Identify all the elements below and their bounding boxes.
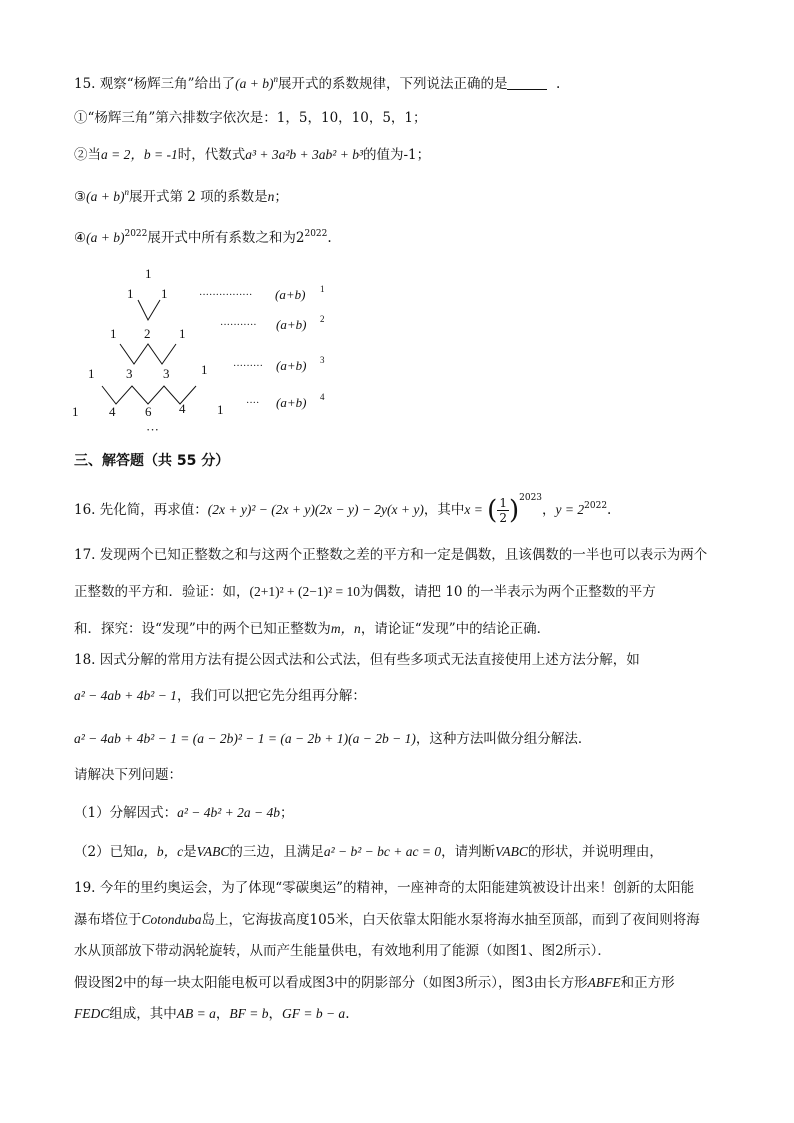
tri-r5-4: 4 <box>179 401 186 416</box>
answer-blank[interactable] <box>507 75 547 90</box>
q17-line-2: 正整数的平方和．验证：如，(2+1)² + (2−1)² = 10为偶数，请把 10 的一半表示为两个正整数的平方 <box>74 584 656 600</box>
connector-row-3 <box>120 344 176 364</box>
tri-r2-2: 1 <box>161 286 168 301</box>
q16-fraction: $\frac{1}{2}$ <box>499 496 507 525</box>
q17-line-1: 17. 发现两个已知正整数之和与这两个正整数之差的平方和一定是偶数，且该偶数的一半也可以表示为两个 <box>74 547 708 563</box>
tri-r5-1: 1 <box>72 404 79 419</box>
q19-line-2: 瀑布塔位于Cotonduba岛上，它海拔高度105米，白天依靠太阳能水泵将海水抽至顶部，而到了夜间则将海 <box>74 912 700 928</box>
tri-r1-1: 1 <box>145 266 152 281</box>
tri-dots-4: ···· <box>246 398 260 409</box>
tri-r2-1: 1 <box>127 286 134 301</box>
tri-label-4: (a+b) <box>276 395 307 410</box>
tri-r5-5: 1 <box>217 402 224 417</box>
q19-line-1: 19. 今年的里约奥运会，为了体现“零碳奥运”的精神，一座神奇的太阳能建筑被设计出来！创新的太阳能 <box>74 880 695 896</box>
q18-line-1: 18. 因式分解的常用方法有提公因式法和公式法，但有些多项式无法直接使用上述方法分解，如 <box>74 652 640 668</box>
tri-exp-3: 3 <box>320 355 325 365</box>
tri-r3-1: 1 <box>110 326 117 341</box>
tri-exp-4: 4 <box>320 392 325 402</box>
q18-part-2: （2）已知a，b，c是VABC的三边，且满足a² − b² − bc + ac = 0，请判断VABC的形状，并说明理由， <box>74 844 663 860</box>
tri-r4-4: 1 <box>201 362 208 377</box>
q19-line-4: 假设图2中的每一块太阳能电板可以看成图3中的阴影部分（如图3所示），图3由长方形ABFE和正方形 <box>74 975 675 991</box>
q18-line-3: a² − 4ab + 4b² − 1 = (a − 2b)² − 1 = (a − 2b + 1)(a − 2b − 1)，这种方法叫做分组分解法． <box>74 731 592 747</box>
q15-option-2: ②当a = 2，b = -1时，代数式a³ + 3a²b + 3ab² + b³的值为-1； <box>74 147 431 163</box>
tri-dots-1: ················ <box>199 290 253 301</box>
q18-line-2: a² − 4ab + 4b² − 1，我们可以把它先分组再分解： <box>74 688 366 704</box>
q18-number: 18. <box>74 652 96 668</box>
tri-ellipsis: ··· <box>146 422 159 437</box>
tri-label-2: (a+b) <box>276 317 307 332</box>
connector-row-2 <box>138 300 160 320</box>
q15-number: 15. <box>74 76 96 92</box>
tri-r4-1: 1 <box>88 366 95 381</box>
q15-option-3: ③(a + b)$^n$展开式第 2 项的系数是n； <box>74 187 288 205</box>
tri-dots-2: ··········· <box>220 320 257 331</box>
yanghui-triangle-diagram <box>60 262 360 442</box>
tri-r3-2: 2 <box>144 326 151 341</box>
tri-exp-2: 2 <box>320 314 325 324</box>
q18-line-4: 请解决下列问题： <box>74 767 182 783</box>
tri-label-3: (a+b) <box>276 358 307 373</box>
q17-line-3: 和．探究：设“发现”中的两个已知正整数为m，n，请论证“发现”中的结论正确． <box>74 621 551 637</box>
tri-dots-3: ········· <box>233 361 263 372</box>
tri-r4-2: 3 <box>126 366 133 381</box>
q19-line-5: FEDC组成，其中AB = a，BF = b，GF = b − a. <box>74 1006 350 1022</box>
tri-r4-3: 3 <box>163 366 170 381</box>
tri-r5-3: 6 <box>145 404 152 419</box>
q15-option-1: ①“杨辉三角”第六排数字依次是：1，5，10，10，5，1； <box>74 110 427 126</box>
tri-r5-2: 4 <box>109 404 116 419</box>
tri-exp-1: 1 <box>320 284 325 294</box>
triangle-connectors <box>102 300 196 404</box>
q19-number: 19. <box>74 880 96 896</box>
q18-part-1: （1）分解因式：a² − 4b² + 2a − 4b； <box>74 805 294 821</box>
tri-label-1: (a+b) <box>275 287 306 302</box>
q16-number: 16. <box>74 502 96 518</box>
tri-r3-3: 1 <box>179 326 186 341</box>
q16: 16. 先化简，再求值：(2x + y)² − (2x + y)(2x − y) − 2y(x + y)，其中x = ( $\frac{1}{2}$ )$^{2023}$，$y = 2^{2022}$. <box>74 493 612 526</box>
q15-option-4: ④(a + b)$^{2022}$展开式中所有系数之和为$2^{2022}$. <box>74 229 332 246</box>
q15-stem: 15. 观察“杨辉三角”给出了$(a + b)^n$展开式的系数规律，下列说法正确的是 . <box>74 74 561 92</box>
q19-line-3: 水从顶部放下带动涡轮旋转，从而产生能量供电，有效地利用了能源（如图1、图2所示）． <box>74 943 611 959</box>
q17-number: 17. <box>74 547 96 563</box>
section-3-title: 三、解答题（共 55 分） <box>74 453 230 469</box>
